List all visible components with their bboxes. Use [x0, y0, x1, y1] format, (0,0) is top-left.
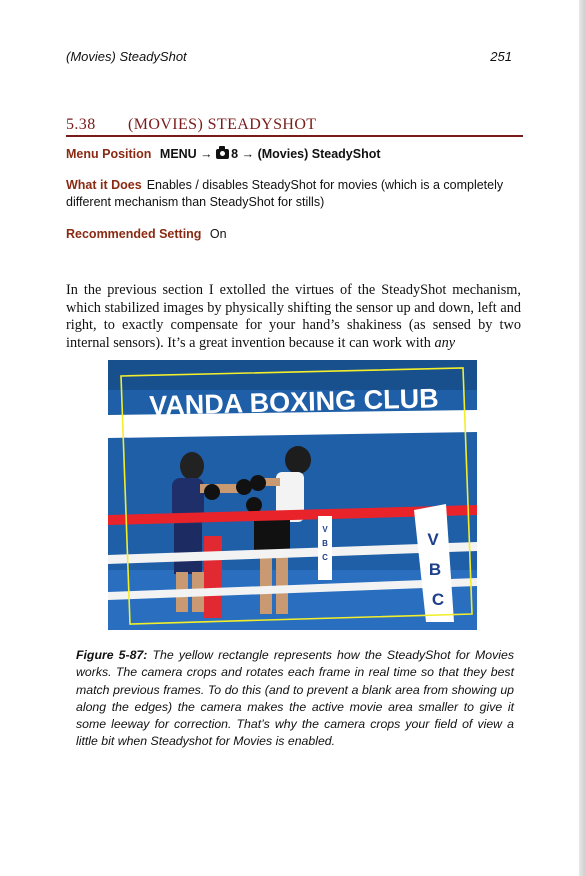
corner-pad-letter: B	[428, 560, 442, 579]
corner-pad-letter: C	[431, 590, 445, 609]
banner-text: VANDA BOXING CLUB	[148, 383, 440, 421]
section-title: (MOVIES) STEADYSHOT	[128, 116, 317, 133]
what-it-does-text: Enables / disables SteadyShot for movies (which is a completely different mechanism than SteadyShot for stills)	[66, 178, 504, 209]
recommended-setting-line	[66, 226, 516, 243]
camera-icon	[216, 149, 229, 159]
what-it-does-block	[66, 177, 516, 211]
body-paragraph-text: In the previous section I extolled the virtues of the SteadyShot mechanism, which stabilized images by physically shifting the sensor up and down, left and right, to exactly compensate for your hand’s shakiness (as sensed by two internal sensors). It’s a great invention because it can work with	[66, 282, 521, 351]
recommended-setting-label: Recommended Setting	[66, 227, 202, 241]
menu-path-suffix: 8 → (Movies) SteadyShot	[231, 147, 381, 161]
figure-caption	[76, 647, 514, 751]
boxing-photo-illustration	[108, 360, 477, 630]
section-rule	[66, 135, 523, 137]
body-paragraph	[66, 282, 521, 352]
corner-pad-letter: V	[427, 530, 439, 549]
running-header-title: (Movies) SteadyShot	[66, 49, 187, 64]
menu-position-line	[66, 146, 516, 163]
section-number: 5.38	[66, 116, 96, 133]
menu-path-prefix: MENU →	[159, 147, 213, 161]
menu-position-label: Menu Position	[66, 147, 152, 161]
page-number: 251	[490, 49, 512, 64]
recommended-setting-value: On	[209, 227, 227, 241]
center-post-letter: C	[322, 553, 328, 562]
figure-caption-text: The yellow rectangle represents how the SteadyShot for Movies works. The camera crops and rotates each frame in real time so that they best match previous frames. To do this (and to prevent a blank area from showing up along the edges) the camera makes the active movie area smaller to give it some leeway for correction. That’s why the camera crops your field of view a little bit when Steadyshot for Movies is enabled.	[76, 648, 515, 749]
page-edge	[579, 0, 585, 876]
body-paragraph-emphasis: any	[434, 334, 456, 351]
figure-boxing-photo	[108, 360, 477, 630]
what-it-does-label: What it Does	[66, 178, 142, 192]
center-post-letter: B	[322, 539, 328, 548]
section-heading	[66, 116, 522, 134]
figure-caption-label: Figure 5-87:	[76, 648, 148, 662]
center-post-letter: V	[322, 525, 328, 534]
